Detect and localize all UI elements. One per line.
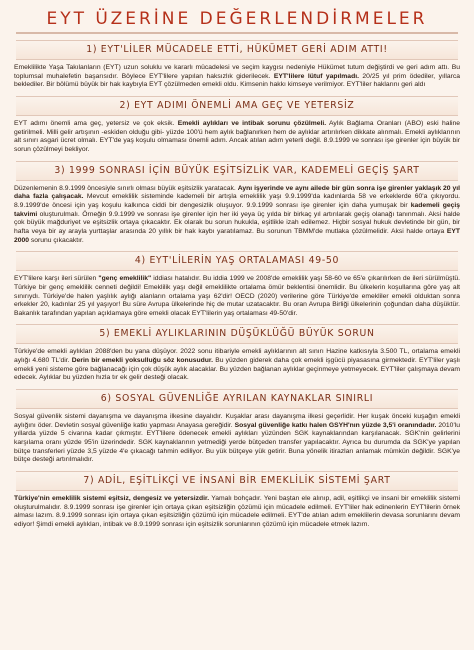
bold-text: EYT 2000 xyxy=(14,227,460,244)
section-5 xyxy=(10,324,464,383)
text-run: Mevcut emeklilik sisteminde kademeli bir artışla emeklilik yaşı 9.9.1999'da kadınlarda 58 ve erkeklerde 60'a çıkıyordu. 8.9.1999'de öncesi için yaş koşulu kalkınca ciddi bir dengesizlik oluşuyor. 9.9.1999 sonrası işe girenler için daha yumuşak bir xyxy=(14,193,461,209)
text-run: sorunu çıkacaktır. xyxy=(29,236,84,244)
text-run: EYT'lilere karşı ileri sürülen xyxy=(14,275,99,283)
bold-text: Türkiye'nin emeklilik sistemi eşitsiz, dengesiz ve yetersizdir. xyxy=(14,495,210,503)
section-6 xyxy=(10,389,464,465)
bold-text: Derin bir emekli yoksulluğu söz konusudur. xyxy=(71,357,213,365)
text-run: Yamalı bohçadır. Yeni baştan ele alınıp, adil, eşitlikçi ve insani bir emeklilik sistemi oluşturulmalıdır. 8.9.1999 sonrası işe girenler için ortaya çıkan eşitsizliğin çözümü için mücadele edilmeli. EYT'liler hak edinenlerin EYT'lilerin örnek alması lazım. 8.9.1999 sonrası için ortaya çıkan eşitsizliğin çözümü için mücadele edilmeli. EYT'de atılan adım emeklilerin devasa sorunlarını devam ediyor! Şimdi emekli aylıkları, intibak ve 8.9.1999 sonrası için eşitsizlik sorunlarının çözümü için mücadele etmek lazım. xyxy=(14,495,460,528)
section-heading: 6) SOSYAL GÜVENLİĞE AYRILAN KAYNAKLAR SINIRLI xyxy=(16,389,458,409)
text-run: EYT adımı önemli ama geç, yetersiz ve çok eksik. xyxy=(14,119,178,127)
section-heading: 2) EYT ADIMI ÖNEMLİ AMA GEÇ VE YETERSİZ xyxy=(16,96,458,116)
section-heading: 7) ADİL, EŞİTLİKÇİ VE İNSANİ BİR EMEKLİLİK SİSTEMİ ŞART xyxy=(16,471,458,491)
text-run: Aylık Bağlama Oranları (ABO) eski haline getirilmeli. Milli gelir artışının -eskiden olduğu gibi- yüzde 100'ü hem aylık bağlanırken hem de aylıklar artırılırken dikkate alınmalı. Emekli aylıklarının alt sınırı asgari ücret olmalı. EYT'de yaş koşulu olmaması önemli adım. Ancak atılan adım yeterli değil. 8.9.1999 ve sonrası işe girenler için büyük bir sorun çözülmeyi bekliyor. xyxy=(14,119,460,153)
section-paragraph xyxy=(14,120,460,155)
section-paragraph xyxy=(14,413,460,465)
section-heading: 1) EYT'LİLER MÜCADELE ETTİ, HÜKÜMET GERİ ADIM ATTI! xyxy=(16,40,458,60)
section-2 xyxy=(10,96,464,155)
bold-text: kademeli geçiş takvimi xyxy=(14,201,460,218)
title-divider xyxy=(16,32,458,34)
section-paragraph xyxy=(14,185,460,246)
text-run: Emeklilikte Yaşa Takılanların (EYT) uzun soluklu ve kararlı mücadelesi ve seçim kaygısı nedeniyle Hükümet tutum değiştirdi ve geri adım attı. Bu toplumsal muhalefetin başarısıdır. Böylece EYT'lilere yapılan haksızlık giderilecek. xyxy=(14,64,460,80)
bold-text: Emekli aylıkları ve intibak sorunu çözülmeli. xyxy=(177,119,327,127)
section-paragraph xyxy=(14,495,460,530)
text-run: 2010'lu yıllarda yüzde 5 civarına kadar çıkmıştır. EYT'lilere ödenecek emekli aylıkları yüzünden SGK kaynaklarından karşılanacak. SGK'nin gelirlerini karşılama oranı yüzde 95'in üzerindedir. SGK kaynaklarının yetmediği yerde bütçeden transfer yapılacaktır. Ayrıca bu durumda da SGK'ye yapılan bütçe transferleri yüzde 3,5 yüzde 4'e çıkacağı tahmin ediliyor. Bu yük bütçeye yük getirir. Buna yönelik itirazları anlamak mümkün değildir. SGK'ye bütçe desteği artırılmalıdır. xyxy=(14,421,460,464)
text-run: Düzenlemenin 8.9.1999 öncesiyle sınırlı olması büyük eşitsizlik yaratacak. xyxy=(14,184,238,192)
document-title: EYT ÜZERİNE DEĞERLENDİRMELER xyxy=(46,9,428,29)
bold-text: Aynı işyerinde ve aynı ailede bir gün sonra işe girenler yaklaşık 20 yıl daha fazla çalışacak. xyxy=(14,184,460,201)
section-1 xyxy=(10,40,464,90)
section-7 xyxy=(10,471,464,530)
text-run: oluşturulmalı. Örneğin 9.9.1999 ve sonrası işe girenler için her iki yeya üç yılda bir birkaç yıl artırılarak geçiş olanağı tanınmalı. Aksi halde çok büyük mağduriyet ve eşitsizlik ortaya çıkacaktır. Ek olarak bu sorun hukukla, eşitlikle izah edilemez. Hiçbir sosyal hukuk devletinde bir gün, bir hafta veya bir ay arayla yurttaşlar arasında 20 yıllık bir hak kaybı yaratılamaz. Bu sorunun TBMM'de mutlaka çözülmelidir. Aksi halde ortaya xyxy=(14,210,460,235)
section-4 xyxy=(10,251,464,318)
bold-text: EYT'lilere lütuf yapılmadı. xyxy=(273,72,359,80)
bold-text: "genç emeklilik" xyxy=(98,275,152,283)
text-run: iddiası hatalıdır. Bu iddia 1999 ve 2008'de emeklilik yaşı 58-60 ve 65'e çıkarılırken de ileri sürülmüştü. Türkiye bir genç emeklilik cenneti değildi! Emeklilik yaşı değil emeklilikte ortalama ömür beklentisi önemlidir. Bu ülkelerin koşullarına göre yaş alt sınırıydı. Türkiye'de halen yaşlılık aylığı alanların ortalama yaşı 62'dir! OECD (2020) verilerine göre Türkiye'de emekliler emekli olduktan sonra erkekler 20, kadınlar 25 yıl yaşıyor! Bu süre Avrupa ülkelerinde hiç de mutar uzatacaktır. Bu oran Avrupa Birliği ülkelerinin çoğundan daha düşüktür. Bakanlık tarafından yapılan açıklamaya göre emekli olacak EYT'lilerin yaş ortalaması 49-50'dir. xyxy=(14,275,460,317)
section-paragraph xyxy=(14,275,460,318)
section-paragraph xyxy=(14,64,460,90)
sections-container xyxy=(10,40,464,530)
section-paragraph xyxy=(14,348,460,383)
text-run: Sosyal güvenlik sistemi dayanışma ve dayanışma ilkesine dayalıdır. Kuşaklar arası dayanışma ilkesi geçerlidir. Her kuşak önceki kuşağın emekli aylığını öder. Devletin sosyal güvenliğe katkı yapması Anayasa gereğidir. xyxy=(14,413,460,429)
text-run: Türkiye'de emekli aylıkları 2088'den bu yana düşüyor. 2022 sonu itibariyle emekli aylıklarının alt sınırı Hazine katkısıyla 3.500 TL, ortalama emekli aylığı 4.680 TL'dir. xyxy=(14,348,460,365)
section-heading: 5) EMEKLİ AYLIKLARININ DÜŞÜKLÜĞÜ BÜYÜK SORUN xyxy=(16,324,458,344)
section-heading: 4) EYT'LİLERİN YAŞ ORTALAMASI 49-50 xyxy=(16,251,458,271)
text-run: Bu yüzden giderek daha çok emekli işgücü piyasasına girmektedir. EYT'liler yaşlı emekli yeni sisteme göre bağlanacağı için çok düşük aylık alacaklar. Bu yüzden bağlanan aylıklar geçinmeye yetmeyecek. EYT'liler çalışmaya devam edecek. Aylıklar bu yüzden hızla tır ek gelir desteği olacak. xyxy=(14,357,461,382)
text-run: 20/25 yıl prim ödediler, yıllarca beklediler. Bir bölümü büyük bir hak kaybıyla EYT çözülmeden emekli oldu. Kimsenin hakkı kimseye verilmiyor. EYT'liler haklarını geri aldı xyxy=(14,72,461,89)
section-heading: 3) 1999 SONRASI İÇİN BÜYÜK EŞİTSİZLİK VAR, KADEMELİ GEÇİŞ ŞART xyxy=(16,161,458,181)
bold-text: Sosyal güvenliğe katkı halen GSYH'nın yüzde 3,5'i oranındadır. xyxy=(234,421,437,429)
section-3 xyxy=(10,161,464,246)
